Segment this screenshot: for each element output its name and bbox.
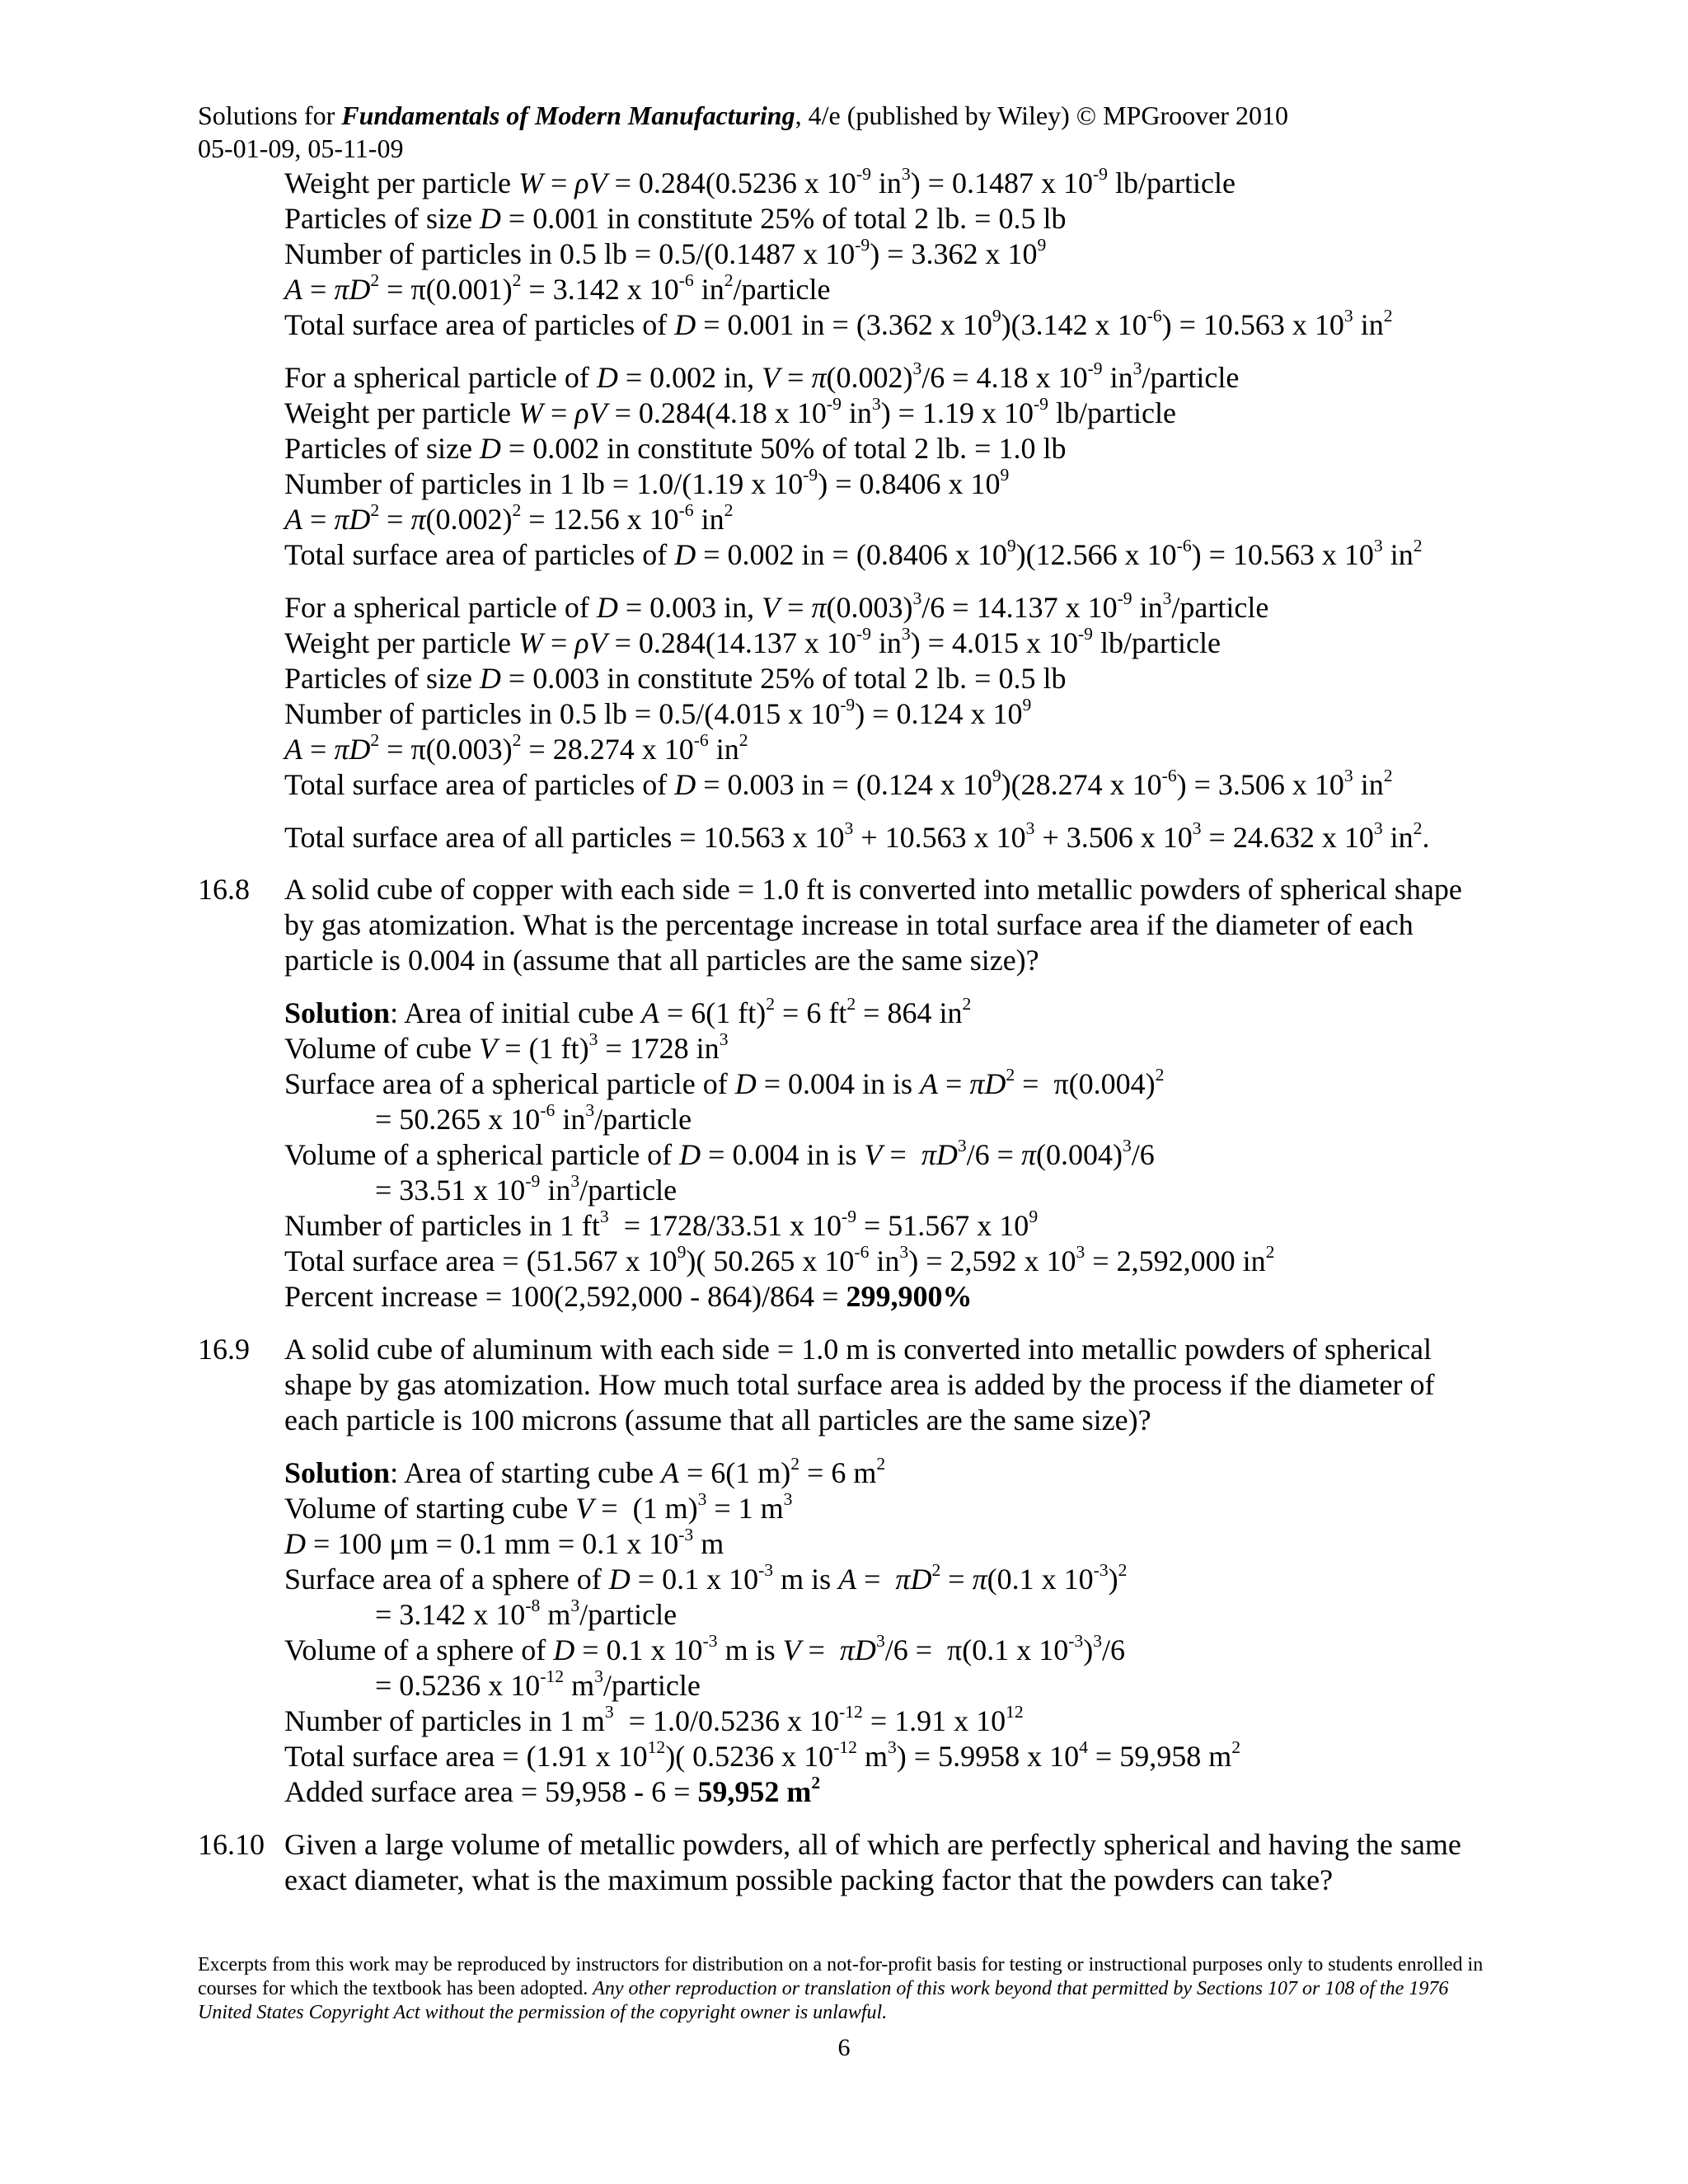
text-line: $A = \pi D^2 = \pi(0.003)^2 = 28.274$ x $10^{-6}$ $in^2$ bbox=[284, 729, 748, 766]
text-line: Volume of cube V = (1 ft)$^3$ = 1728 $in^3$ bbox=[284, 1029, 729, 1065]
text-line: Surface area of a sphere of D = 0.1 x $10^{-3}$ m is $A = \pi D^2 = \pi(0.1$ x $10^{-3})^2$ bbox=[284, 1559, 1128, 1596]
text-line: A solid cube of aluminum with each side = 1.0 m is converted into metallic powders of spherical bbox=[284, 1333, 1432, 1366]
header-prefix: Solutions for bbox=[198, 101, 342, 130]
text-line: = 0.5236 x $10^{-12}$ $m^3$/particle bbox=[375, 1666, 701, 1702]
text-line: Number of particles in 1 lb = 1.0/(1.19 x $10^{-9}) = 0.8406$ x $10^9$ bbox=[284, 464, 1010, 500]
problem-number: 16.8 bbox=[198, 873, 250, 906]
header-line-2: 05-01-09, 05-11-09 bbox=[198, 134, 404, 163]
text-line: Total surface area = (1.91 x $10^{12}$)( 0.5236 x $10^{-12}$ $m^3) = 5.9958$ x $10^4 = 59,958$ $m^2$ bbox=[284, 1736, 1240, 1773]
text-line: Volume of a spherical particle of D = 0.004 in is $V = \pi D^3/6 = \pi(0.004)^3/6$ bbox=[284, 1135, 1155, 1171]
text-line: exact diameter, what is the maximum possible packing factor that the powders can take? bbox=[284, 1863, 1334, 1896]
text-line: Number of particles in 0.5 lb = 0.5/(4.015 x $10^{-9}) = 0.124$ x $10^9$ bbox=[284, 694, 1032, 730]
text-line: D = 100 μm = 0.1 mm = 0.1 x $10^{-3}$ m bbox=[284, 1524, 724, 1560]
text-line: Weight per particle W = ρV = 0.284(0.5236 x $10^{-9}$ $in^3) = 0.1487$ x $10^{-9}$ lb/particle bbox=[284, 163, 1236, 199]
book-title: Fundamentals of Modern Manufacturing bbox=[341, 101, 795, 130]
text-line: Number of particles in 1 $m^3 = 1.0/0.5236$ x $10^{-12} = 1.91$ x $10^{12}$ bbox=[284, 1701, 1024, 1737]
text-line: Percent increase = 100(2,592,000 - 864)/864 = 299,900% bbox=[284, 1280, 973, 1313]
text-line: Total surface area = (51.567 x $10^9$)( 50.265 x $10^{-6}$ $in^3) = 2,592$ x $10^3 = 2,592,000$ $in^2$ bbox=[284, 1241, 1275, 1277]
text-line: Total surface area of all particles = 10.563 x $10^3 + 10.563$ x $10^3 + 3.506$ x $10^3 = 24.632$ x $10^3$ $in^2$. bbox=[284, 818, 1430, 854]
text-line: Solution: Area of initial cube A = 6(1 ft)$^2$ = 6 $ft^2 = 864$ $in^2$ bbox=[284, 993, 972, 1029]
text-line: Total surface area of particles of D = 0.001 in = (3.362 x $10^9)(3.142$ x $10^{-6}) = 10.563$ x $10^3$ $in^2$ bbox=[284, 305, 1393, 341]
page-number: 6 bbox=[837, 2034, 851, 2061]
text-line: each particle is 100 microns (assume that all particles are the same size)? bbox=[284, 1404, 1151, 1436]
text-line: For a spherical particle of D = 0.003 in, $V = \pi(0.003)^3/6 = 14.137$ x $10^{-9}$ $in^3$/particle bbox=[284, 588, 1269, 624]
text-line: = 33.51 x $10^{-9}$ $in^3$/particle bbox=[375, 1170, 678, 1207]
text-line: Solution: Area of starting cube A = 6(1 m)$^2$ = 6 $m^2$ bbox=[284, 1453, 886, 1489]
text-line: Volume of a sphere of D = 0.1 x $10^{-3}$ m is $V = \pi D^3/6 = \pi(0.1$ x $10^{-3})^3/6$ bbox=[284, 1630, 1126, 1666]
text-line: shape by gas atomization. How much total surface area is added by the process if the diameter of bbox=[284, 1368, 1435, 1401]
text-line: Particles of size D = 0.002 in constitute 50% of total 2 lb. = 1.0 lb bbox=[284, 432, 1067, 465]
text-line: For a spherical particle of D = 0.002 in, $V = \pi(0.002)^3/6 = 4.18$ x $10^{-9}$ $in^3$/particle bbox=[284, 358, 1240, 394]
text-line: particle is 0.004 in (assume that all particles are the same size)? bbox=[284, 944, 1039, 977]
text-line: Volume of starting cube V = (1 m)$^3$ = 1 $m^3$ bbox=[284, 1488, 793, 1525]
copyright-footer bbox=[198, 1953, 1490, 2025]
text-line: Weight per particle W = ρV = 0.284(14.137 x $10^{-9}$ $in^3) = 4.015$ x $10^{-9}$ lb/particle bbox=[284, 623, 1221, 659]
text-line: Surface area of a spherical particle of D = 0.004 in is $A = \pi D^2 = \pi(0.004)^2$ bbox=[284, 1064, 1165, 1100]
text-line: = 3.142 x $10^{-8}$ $m^3$/particle bbox=[375, 1595, 678, 1631]
footer-plain-text: Excerpts from this work may be reproduced by instructors for distribution on a not-for-profit basis for testing or instructional purposes only to students enrolled in courses for which the textbook has been adopted. bbox=[198, 1954, 1484, 1999]
problem-number: 16.10 bbox=[198, 1828, 265, 1861]
text-line: Weight per particle W = ρV = 0.284(4.18 x $10^{-9}$ $in^3) = 1.19$ x $10^{-9}$ lb/particle bbox=[284, 393, 1176, 429]
footer-italic-text: Any other reproduction or translation of this work beyond that permitted by Sections 107 or 108 of the 1976 United States Copyright Act without the permission of the copyright owner is unlawful. bbox=[198, 1978, 1449, 2023]
text-line: Total surface area of particles of D = 0.003 in = (0.124 x $10^9)(28.274$ x $10^{-6}) = 3.506$ x $10^3$ $in^2$ bbox=[284, 765, 1393, 801]
text-line: Particles of size D = 0.003 in constitute 25% of total 2 lb. = 0.5 lb bbox=[284, 662, 1067, 695]
text-line: Added surface area = 59,958 - 6 = 59,952 $m^2$ bbox=[284, 1772, 821, 1808]
text-line: Given a large volume of metallic powders, all of which are perfectly spherical and having the same bbox=[284, 1828, 1461, 1861]
problem-number: 16.9 bbox=[198, 1333, 250, 1366]
text-line: Particles of size D = 0.001 in constitute 25% of total 2 lb. = 0.5 lb bbox=[284, 202, 1067, 235]
text-line: $A = \pi D^2 = \pi(0.001)^2 = 3.142$ x $10^{-6}$ $in^2$/particle bbox=[284, 269, 831, 306]
text-line: Number of particles in 0.5 lb = 0.5/(0.1487 x $10^{-9}) = 3.362$ x $10^9$ bbox=[284, 234, 1047, 270]
text-line: $A = \pi D^2 = \pi(0.002)^2 = 12.56$ x $10^{-6}$ $in^2$ bbox=[284, 499, 734, 536]
header-suffix: , 4/e (published by Wiley) © MPGroover 2010 bbox=[795, 101, 1288, 130]
text-line: Total surface area of particles of D = 0.002 in = (0.8406 x $10^9)(12.566$ x $10^{-6}) = 10.563$ x $10^3$ $in^2$ bbox=[284, 535, 1423, 571]
text-line: by gas atomization. What is the percentage increase in total surface area if the diameter of each bbox=[284, 908, 1414, 941]
text-line: A solid cube of copper with each side = 1.0 ft is converted into metallic powders of spherical shape bbox=[284, 873, 1462, 906]
header-line-1 bbox=[198, 99, 1288, 132]
text-line: = 50.265 x $10^{-6}$ $in^3$/particle bbox=[375, 1099, 692, 1136]
text-line: Number of particles in 1 $ft^3 = 1728/33.51$ x $10^{-9} = 51.567$ x $10^9$ bbox=[284, 1206, 1039, 1242]
